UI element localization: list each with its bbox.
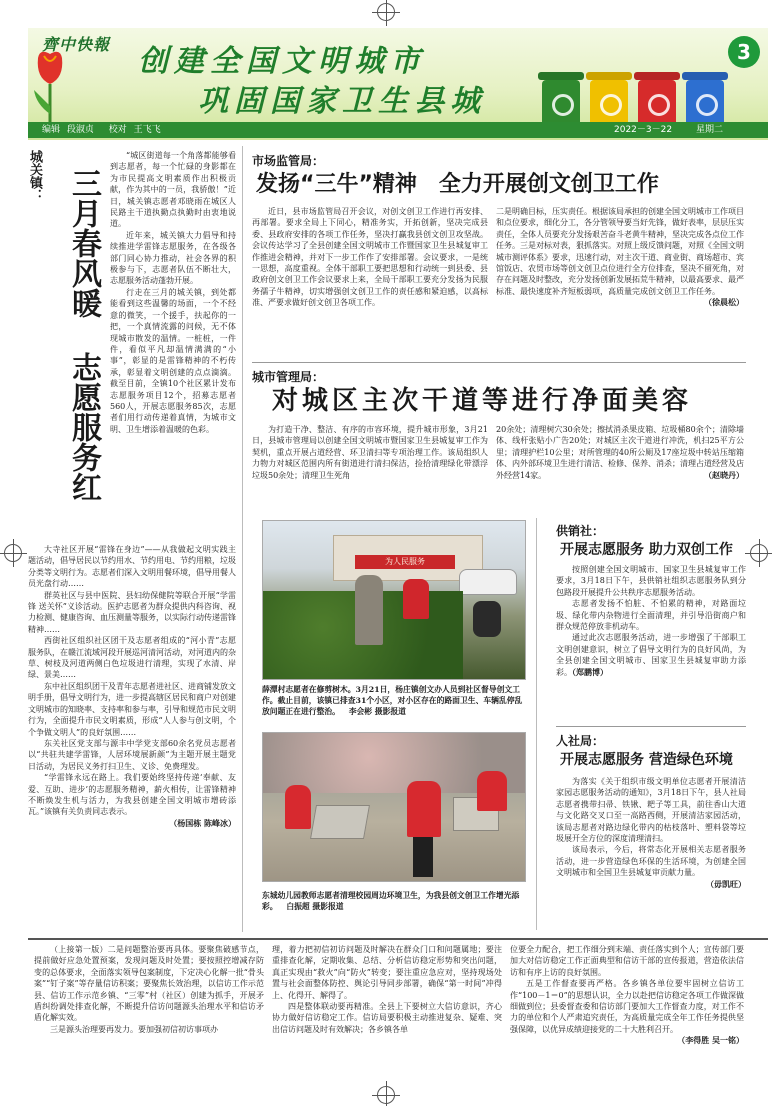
left-title-b: 志愿服务红 (66, 352, 101, 502)
volunteer-figure (355, 575, 383, 645)
supply-body (556, 564, 746, 722)
bottom-col-3b-body: 五是工作督查要再严格。各乡镇各单位要牢固树立信访工作“100－1＝0”的思想认识，全力以赴把信访稳定各项工作做深做细做到位；县委督查委和信访部门要加大工作督查力度，对工作不力的单位和个人严肃追究责任，为高质量完成全年工作任务提供坚强保障，以优异成绩迎接党的二十大胜利召开。 (510, 979, 744, 1034)
city-byline: （赵晓丹） (704, 469, 744, 480)
left-article (28, 146, 236, 936)
byline-bar (28, 122, 768, 138)
left-intro (110, 150, 236, 544)
left-para-7: 东中社区组织团干及青年志愿者进社区、进商铺发放文明手册，倡导文明行为，进一步提高辖区居民和商户对创建文明城市的知晓率、支持率和参与率，引导和规范市民文明行为，全面提升市民文明素质，形成“人人参与创文明，个个争做文明人”的良好氛围…… (28, 681, 236, 737)
market-col-2-text: 二是明确目标，压实责任。根据该局承担的创建全国文明城市工作项目和点位要求，细化分工，各分管领导要当好先锋，做好表率，层层压实责任，全体人员要充分发扬艰苦奋斗老黄牛精神，坚决完成各点位工作任务。三是对标对表，狠抓落实。对照上级反馈问题，对照《全国文明城市测评体系》要求，迅速行动，对主次干道、商业街、商场超市、宾馆饭店、农贸市场等创文创卫点位进行全方位排查，坚决不留死角，对存在问题及时整改，充分发扬创新发展拓荒牛精神，以最高要求、最严标准、最快速度补齐短板弱项，高质量完成创文创卫工作任务。 (496, 207, 744, 296)
supply-byline: （郑鹏博） (572, 666, 608, 677)
left-column-rule (242, 146, 243, 932)
left-para-6: 西街社区组织社区团干及志愿者组成的“河小青”志愿服务队，在赣江流域河段开展巡河清河活动，对河道内的杂草、树枝及河道两侧白色垃圾进行清理，实现了水清、岸绿、景美…… (28, 636, 236, 680)
tulip-decoration (30, 44, 70, 134)
hrss-para-2-text: 该局表示，今后，将常态化开展相关志愿者服务活动，进一步营造绿色环保的生活环境，为创建全国文明城市和全国卫生县城复审贡献力量。 (556, 845, 746, 878)
left-para-9: “学雷锋永远在路上。我们要始终坚持传递‘奉献、友爱、互助、进步’的志愿服务精神，薪火相传，让雷锋精神不断焕发生机与活力，为我县创建全国文明城市增砖添瓦。”该镇有关负责同志表示。 (28, 773, 236, 817)
teacher-legs (413, 837, 433, 877)
editor-name: 段淑贞 (66, 125, 94, 135)
photo-volunteers-pruning (262, 520, 526, 680)
registration-mark-top (377, 3, 395, 21)
supply-para-1: 按照创建全国文明城市、国家卫生县城复审工作要求，3月18日下午，县供销社组织志愿服务队到分包路段开展提升公共秩序志愿服务活动。 (556, 565, 746, 597)
masthead-banner (28, 28, 768, 140)
left-para-5: 群英社区与县中医院、县妇幼保健院等联合开展“学雷锋 送关怀”义诊活动。医护志愿者为群众提供内科咨询、视力检测、健康咨询、血压测量等服务，以实际行动传递雷锋精神…… (28, 590, 236, 634)
photo-1-caption-text: 薛潭村志愿者在修剪树木。3月21日，杨庄镇创文办人员到社区督导创文工作。截止目前，该镇已排查31个小区，对小区存在的路面卫生、车辆乱停乱放问题正在进行整治。 (262, 685, 523, 716)
volunteer-red-vest (403, 579, 429, 619)
supply-para-2: 志愿者发扬不怕脏、不怕累的精神，对路面垃圾、绿化带内杂物进行全面清理，并引导沿街商户和群众规范停放非机动车。 (556, 599, 746, 632)
left-para-1: “城区街道每一个角落都能够看到志愿者，每一个忙碌的身影都在为市民提高文明素质作出积极贡献，作为其中的一员，我骄傲！”近日，城关镇志愿者邓晓雨在城区人民路主干道执勤点执勤时由衷地说道。 (110, 151, 236, 229)
market-byline: （徐晨松） (704, 297, 744, 308)
city-kicker: 城市管理局： (252, 370, 325, 384)
editor-label: 编辑 (42, 125, 61, 135)
photo-1-caption (262, 684, 526, 726)
left-title-a: 三月春风暖 (66, 168, 101, 318)
stone-bench-1 (310, 805, 370, 839)
teacher-red-vest-2 (407, 781, 441, 837)
market-rule (252, 362, 746, 363)
supply-para-3 (556, 632, 746, 678)
supply-para-3-text: 通过此次志愿服务活动，进一步增强了干部职工文明创建意识，树立了倡导文明行为的良好风尚，为全县创建全国文明城市、国家卫生县城复审助力添彩。 (556, 633, 746, 677)
bottom-col-1-text: （上接第一版）二是问题整治要再具体。要聚焦破感节点，提前做好应急处置预案，发现问题及时处置；要按照控增减存防变的总体要求，全面落实领导包案制度，下定决心化解一批“骨头案”“钉子案”等存量信访积案；要聚焦长效治理，以信访工作示范县、信访工作示范乡镇、“三零”村（社区）创建为抓手，开展矛盾纠纷调处排查化解，不断提升信访问题源头治理水平和信访矛盾化解实效。 (34, 945, 264, 1023)
city-col-2-text: 20余处；清理树穴30余处；擦拭消杀果皮箱、垃圾桶80余个；清除墙体、线杆张贴小广告20处；对城区主次干道进行冲洗，机扫25平方公里；清理护栏10公里；对所管理的40所公厕及17座垃圾中转站压缩箱体、内外部环境卫生进行清洁、检修、保养、消杀；清理占道经营及店外经营14家。 (496, 425, 744, 480)
left-kicker: 城关镇： (27, 150, 42, 202)
proofreader-label: 校对 (108, 125, 127, 135)
supply-title: 开展志愿服务 助力双创工作 (560, 542, 733, 558)
bottom-col-3b-text (510, 978, 744, 1046)
market-title: 发扬“三牛”精神 全力开展创文创卫工作 (256, 172, 659, 197)
market-col-2 (496, 206, 744, 354)
issue-date: 2022－3－22 (614, 125, 673, 135)
right-column-rule (536, 518, 537, 930)
teacher-red-vest-1 (285, 785, 311, 829)
hrss-title: 开展志愿服务 营造绿色环境 (560, 752, 733, 768)
bottom-col-2-text: 理，着力把初信初访问题及时解决在群众门口和问题属地；要注重排查化解，定期收集、总结、分析信访稳定形势和突出问题，真正实现由“救火”向“防火”转变；要注重应急应对，坚持现场处置与社会面整体防控、舆论引导同步部署，确保“第一时间”冲得上、化得开、解得了。 (272, 945, 502, 1000)
city-col-2 (496, 424, 744, 514)
bottom-col-2b-text: 四是整体联动要再精准。全县上下要树立大信访意识，齐心协力做好信访稳定工作。信访局要积极主动推进复杂、疑难、突出信访问题及时有效解决；各乡镇各单 (272, 1002, 502, 1034)
bottom-col-1b-text: 三是源头治理要再发力。要加强初信初访事项办 (50, 1024, 218, 1034)
left-body (28, 544, 236, 936)
bottom-col-3-text: 位要全力配合，把工作细分到末端、责任落实到个人；宣传部门要加大对信访稳定工作正面典型和信访干部的宣传报道，营造依法信访和有序上访的良好氛围。 (510, 945, 744, 977)
hrss-para-1: 为落实《关于组织市级文明单位志愿者开展清洁家园志愿服务活动的通知》，3月18日下午，县人社局志愿者携带扫帚、铁锹、耙子等工具，前往香山大道与文化路交叉口至一高路西侧，开展清洁家园活动，该局志愿者对路边绿化带内的枯枝落叶、塑料袋等垃圾展开全方位的深度清理清扫。 (556, 777, 746, 844)
supply-kicker: 供销社： (556, 524, 605, 538)
bottom-strip-rule (28, 938, 768, 940)
bottom-col-2 (272, 944, 502, 1074)
teacher-red-vest-3 (477, 771, 507, 811)
photo-1-credit: 李会彬 摄影报道 (348, 707, 406, 716)
headline-line-1: 创建全国文明城市 (138, 44, 426, 79)
photo-2-caption-text: 东城幼儿园教师志愿者清理校园周边环境卫生，为我县创文创卫工作增光添彩。 (262, 891, 520, 911)
hrss-body (556, 776, 746, 930)
photo-teachers-cleaning (262, 732, 526, 882)
left-para-2: 近年来，城关镇大力倡导和持续推进学雷锋志愿服务，在各级各部门同心协力推动，社会各界的积极参与下，志愿者队伍不断壮大，志愿服务活动蓬勃开展。 (110, 230, 236, 286)
parked-car (459, 569, 517, 595)
photo-2-credit: 白振超 摄影报道 (286, 902, 344, 911)
red-banner: 为人民服务 (355, 555, 455, 569)
masthead-logo: 齊中快報 (42, 35, 111, 54)
proofreader-name: 王飞飞 (133, 125, 161, 135)
market-col-1: 近日，县市场监管局召开会议，对创文创卫工作进行再安排、再部署。要求全局上下同心，精准务实，开拓创新，坚决完成县委、县政府安排的各项工作任务，坚决打赢我县创文创卫攻坚战。会议传达学习了全县创建全国文明城市工作暨国家卫生县城复审工作推进会精神，并对下一步工作作了安排部署。会议要求，一是统一思想，高度重视。全体干部职工要把思想和行动统一到县委、县政府创文创卫工作会议要求上来，全局干部职工要充分发扬为民服务孺子牛精神，切实增强创文创卫工作的责任感和紧迫感，以高标准、严要求做好创文创卫各项工作。 (252, 207, 488, 308)
hrss-para-2 (556, 844, 746, 889)
registration-mark-right (750, 544, 768, 562)
registration-mark-left (4, 544, 22, 562)
market-kicker: 市场监管局： (252, 154, 325, 168)
left-para-3: 行走在三月的城关镇，到处都能看到这些温馨的场面，一个不经意的微笑，一个援手，扶起你的一把，一个真情流露的问候，无不体现城市散发的温情。一桩桩，一件件，看似平凡却温情满满的“小事”，彰显的是雷锋精神的不朽传承，彰显着文明创建的点点滴滴。截至目前，全镇10个社区累计发布志愿服务项目12个，招募志愿者560人，开展志愿服务85次，志愿者们用行动传递着真情，为城市文明、卫生增添着温暖的色彩。 (110, 287, 236, 434)
volunteer-crouching (473, 601, 501, 637)
supply-rule (556, 726, 746, 727)
bottom-col-1 (34, 944, 264, 1074)
issue-weekday: 星期二 (696, 125, 724, 135)
headline-line-2: 巩固国家卫生县城 (198, 84, 486, 119)
left-para-4: 大寺社区开展“雷锋在身边”——从我做起文明实践主题活动，倡导居民以节约用水、节约用电、节约用粮，垃圾分类等文明行为。志愿者们深入文明用餐环境，倡导用餐人员光盘行动…… (28, 545, 236, 589)
registration-mark-bottom (377, 1086, 395, 1104)
city-title: 对城区主次干道等进行净面美容 (272, 386, 693, 416)
page-number-badge: 3 (728, 36, 760, 68)
hrss-kicker: 人社局： (556, 734, 605, 748)
left-byline: （杨国栋 陈峰冰） (169, 817, 236, 828)
city-col-1: 为打造干净、整洁、有序的市容环境，提升城市形象，3月21日，县城市管理局以创建全国文明城市暨国家卫生县城复审工作为契机，重点开展占道经营、环卫清扫等专项治理工作。该局组织人力物力对城区范围内所有街道进行清扫保洁，捡拾清理绿化带漂浮垃圾50余处；清理卫生死角 (252, 425, 488, 480)
photo-2-caption (262, 890, 526, 920)
bottom-byline: （李得胜 吴一铭） (677, 1035, 744, 1046)
left-para-8: 东关社区党支部与源丰中学党支部60余名党员志愿者以“共驻共建学雷锋，人居环境展新颜”为主题开展主题党日活动，为居民义务打扫卫生、义诊、免费理发。 (28, 738, 236, 771)
bottom-col-3 (510, 944, 744, 1074)
hrss-byline: （毋凯旺） (706, 878, 746, 889)
